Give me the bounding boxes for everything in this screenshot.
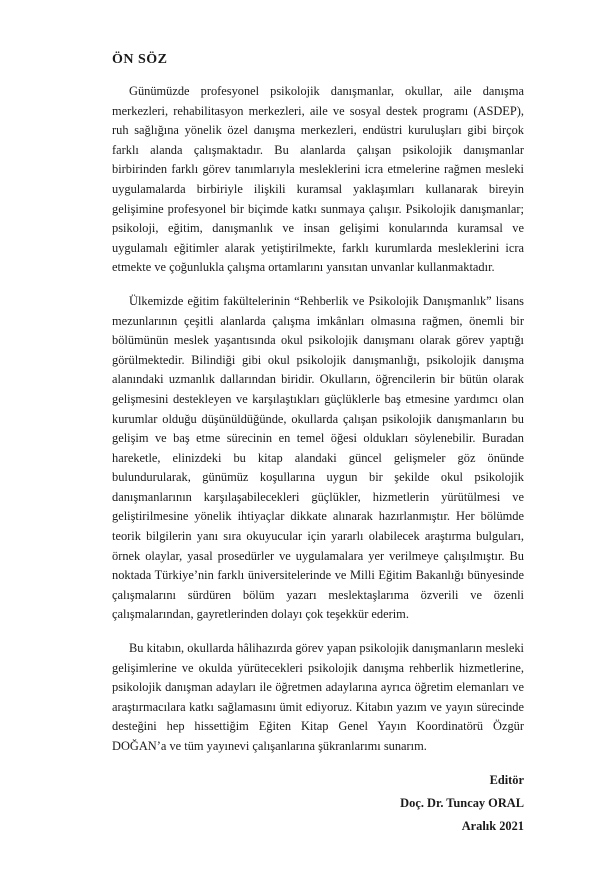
signature-date: Aralık 2021 [461, 818, 524, 833]
signature-role: Editör [489, 772, 524, 787]
paragraph-3: Bu kitabın, okullarda hâlihazırda görev yapan psikolojik danışmanların mesleki gelişimlerine ve okulda yürütecekleri psikolojik danışma rehberlik hizmetlerine, psikolojik danışman adayları ile öğretmen adaylarına ayrıca öğretim elemanları ve araştırmacılara katkı sağlamasını ümit ediyoruz. Kitabın yazım ve yayın sürecinde desteğini hep hissettiğim Eğiten Kitap Genel Yayın Koordinatörü Özgür DOĞAN’a ve tüm yayınevi çalışanlarına şükranlarımı sunarım. [112, 641, 524, 753]
page-title: ÖN SÖZ [112, 52, 168, 67]
signature-block [112, 769, 524, 838]
signature-name: Doç. Dr. Tuncay ORAL [400, 795, 524, 810]
paragraph-1: Günümüzde profesyonel psikolojik danışmanlar, okullar, aile danışma merkezleri, rehabilitasyon merkezleri, aile ve sosyal destek programı (ASDEP), ruh sağlığına yönelik özel danışma merkezleri, endüstri kuruluşları gibi birçok farklı alanda çalışmaktadır. Bu alanlarda çalışan psikolojik danışmanlar birbirinden farklı görev tanımlarıyla mesleklerini icra etmelerine rağmen mesleki uygulamalarda birbiriyle ilişkili kuramsal yaklaşımları kullanarak bireyin gelişimine profesyonel bir biçimde katkı sunmaya çalışır. Psikolojik danışmanlar; psikoloji, eğitim, danışmanlık ve insan gelişimi konularında kuramsal ve uygulamalı eğitimler alarak yetiştirilmekte, farklı kurumlarda mesleklerini icra etmekte ve çoğunlukla çalışma ortamlarını yansıtan unvanlar kullanmaktadır. [112, 84, 524, 275]
paragraph-2: Ülkemizde eğitim fakültelerinin “Rehberlik ve Psikolojik Danışmanlık” lisans mezunlarının çeşitli alanlarda çalışma imkânları olmasına rağmen, önemli bir bölümünün meslek yaşantısında okul psikolojik danışmanı olarak görev yaptığı görülmektedir. Bilindiği gibi okul psikolojik danışmanlığı, psikolojik danışma alanındaki uzmanlık dallarından biridir. Okulların, öğrencilerin bir bütün olarak gelişmesini destekleyen ve karşılaştıkları güçlüklerle baş etmesine yardımcı olan kurumlar olduğu düşünüldüğünde, okullarda çalışan psikolojik danışmanların bu gelişim ve baş etme sürecinin en temel öğesi oldukları söylenebilir. Buradan hareketle, elinizdeki bu kitap alandaki güncel gelişmeler göz önünde bulundurularak, günümüz koşullarına uygun bir şekilde okul psikolojik danışmanlarının karşılaşabilecekleri güçlükler, hizmetlerin yürütülmesi ve geliştirilmesine yönelik ihtiyaçlar dikkate alınarak hazırlanmıştır. Her bölümde teorik bilgilerin yanı sıra okuyucular için yararlı olabilecek araştırma bulguları, örnek olaylar, yasal prosedürler ve uygulamalara yer verilmeye çalışılmıştır. Bu noktada Türkiye’nin farklı üniversitelerinde ve Milli Eğitim Bakanlığı bünyesinde çalışmalarını sürdüren bölüm yazarı meslektaşlarıma özverili ve özenli çalışmalarından, gayretlerinden dolayı çok teşekkür ederim. [112, 293, 524, 622]
preface-page [112, 52, 524, 838]
